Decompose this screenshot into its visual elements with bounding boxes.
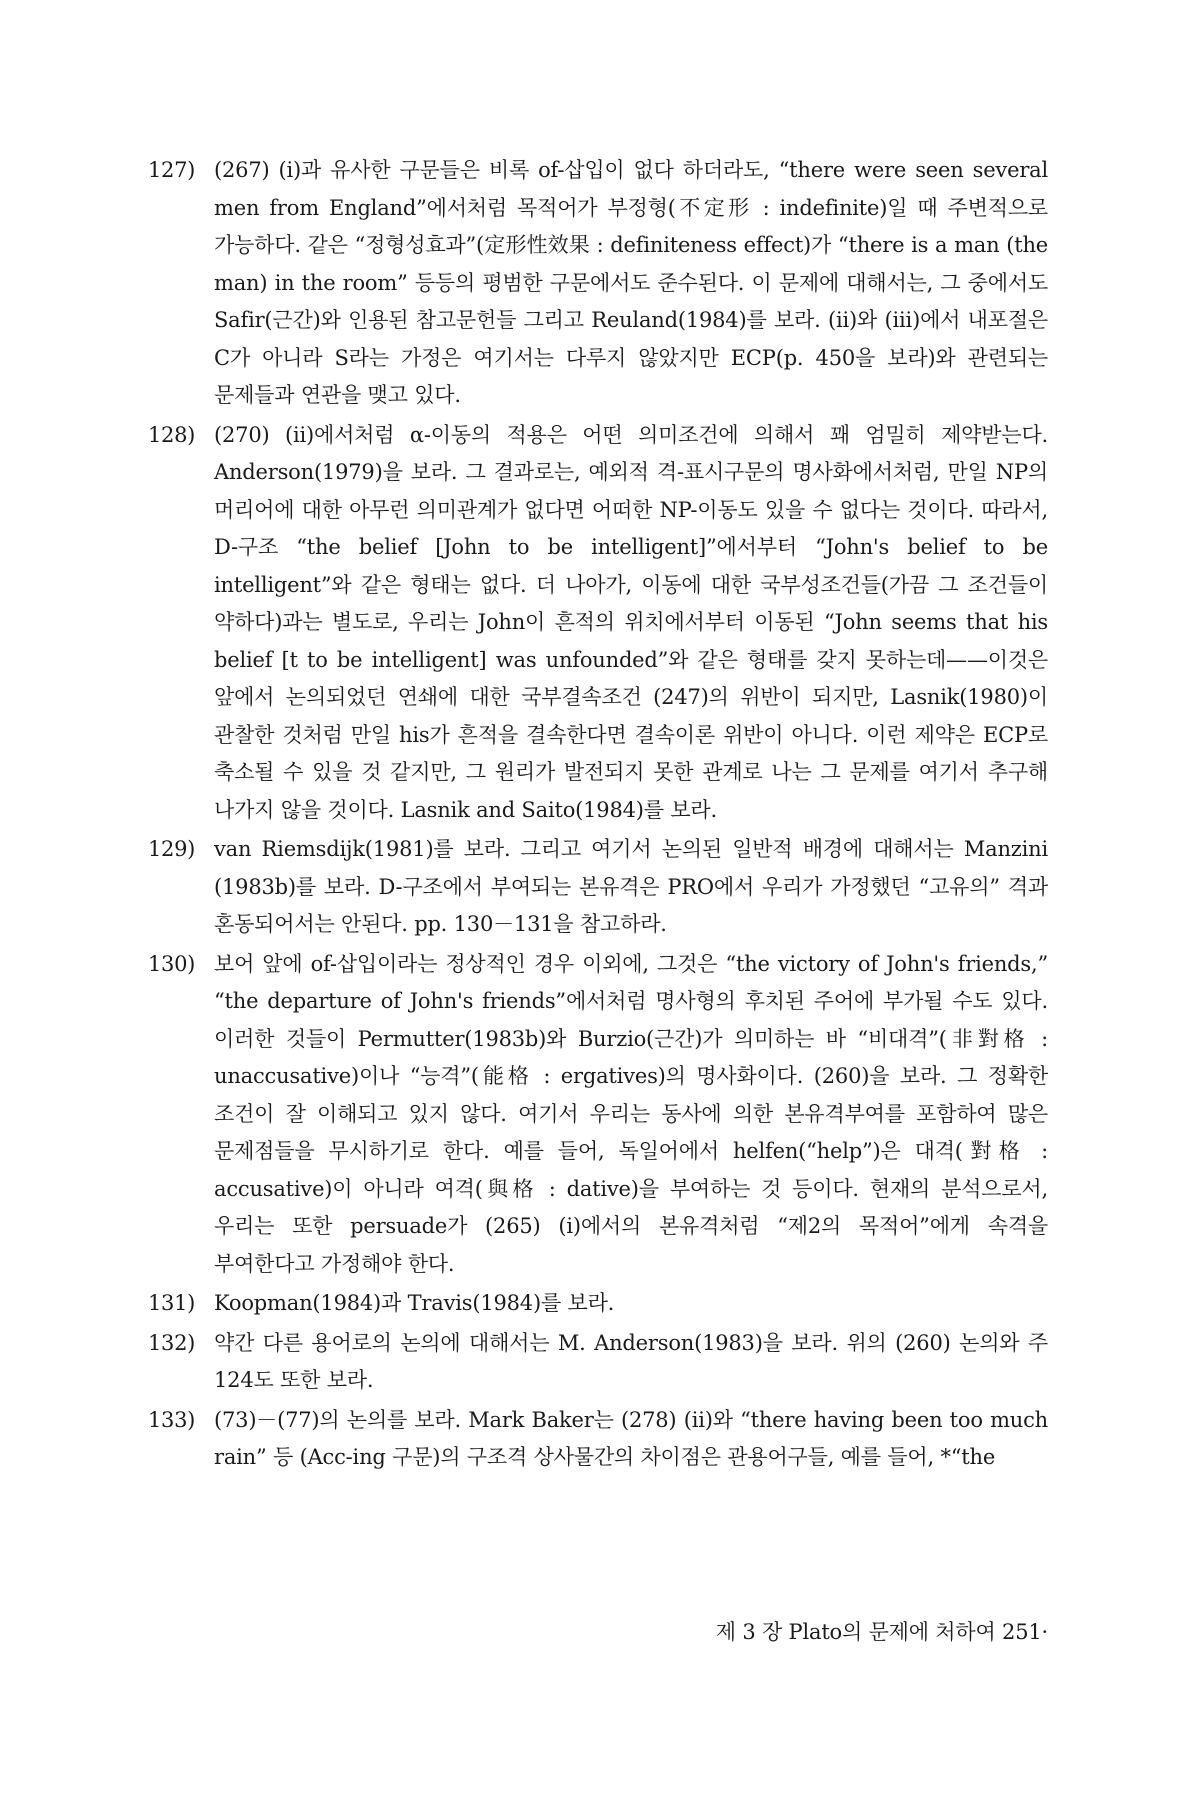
footnote-number: 127) xyxy=(148,158,196,182)
footnote-text: (73)－(77)의 논의를 보라. Mark Baker는 (278) (ii)와 “there having been too much rain” 등 (Acc-ing 구문)의 구조격 상사물간의 차이점은 관용어구들, 예를 들어, *“the xyxy=(214,1407,1048,1469)
footnote-132 xyxy=(148,1325,1048,1400)
footnote-127 xyxy=(148,152,1048,415)
footnote-130 xyxy=(148,946,1048,1284)
footnotes xyxy=(148,152,1048,1479)
footnote-text: Koopman(1984)과 Travis(1984)를 보라. xyxy=(214,1291,615,1315)
running-footer: 제 3 장 Plato의 문제에 처하여 251· xyxy=(715,1620,1048,1644)
footnote-number: 130) xyxy=(148,951,196,976)
footnote-number: 131) xyxy=(148,1291,196,1315)
footnote-number: 132) xyxy=(148,1330,196,1355)
footnote-text: van Riemsdijk(1981)를 보라. 그리고 여기서 논의된 일반적 배경에 대해서는 Manzini (1983b)를 보라. D-구조에서 부여되는 본유격은 PRO에서 우리가 가정했던 “고유의” 격과 혼동되어서는 안된다. pp. 130－131을 참고하라. xyxy=(214,837,1048,936)
footnote-number: 133) xyxy=(148,1407,196,1432)
footnote-131 xyxy=(148,1285,1048,1323)
footnote-text: 보어 앞에 of-삽입이라는 정상적인 경우 이외에, 그것은 “the victory of John's friends,” “the departure of John's friends”에서처럼 명사형의 후치된 주어에 부가될 수도 있다. 이러한 것들이 Permutter(1983b)와 Burzio(근간)가 의미하는 바 “비대격”(非對格 : unaccusative)이나 “능격”(能格 : ergatives)의 명사화이다. (260)을 보라. 그 정확한 조건이 잘 이해되고 있지 않다. 여기서 우리는 동사에 의한 본유격부여를 포함하여 많은 문제점들을 무시하기로 한다. 예를 들어, 독일어에서 helfen(“help”)은 대격(對格 : accusative)이 아니라 여격(與格 : dative)을 부여하는 것 등이다. 현재의 분석으로서, 우리는 또한 persuade가 (265) (i)에서의 본유격처럼 “제2의 목적어”에게 속격을 부여한다고 가정해야 한다. xyxy=(214,951,1048,1276)
footnote-number: 128) xyxy=(148,422,196,447)
footnote-128 xyxy=(148,417,1048,830)
footnote-129 xyxy=(148,831,1048,944)
footnote-133 xyxy=(148,1402,1048,1477)
footnote-number: 129) xyxy=(148,837,196,861)
footnote-text: 약간 다른 용어로의 논의에 대해서는 M. Anderson(1983)을 보라. 위의 (260) 논의와 주 124도 또한 보라. xyxy=(214,1330,1048,1392)
footnote-text: (267) (i)과 유사한 구문들은 비록 of-삽입이 없다 하더라도, “there were seen several men from England”에서처럼 목적어가 부정형(不定形 : indefinite)일 때 주변적으로 가능하다. 같은 “정형성효과”(定形性效果 : definiteness effect)가 “there is a man (the man) in the room” 등등의 평범한 구문에서도 준수된다. 이 문제에 대해서는, 그 중에서도 Safir(근간)와 인용된 참고문헌들 그리고 Reuland(1984)를 보라. (ii)와 (iii)에서 내포절은 C가 아니라 S라는 가정은 여기서는 다루지 않았지만 ECP(p. 450을 보라)와 관련되는 문제들과 연관을 맺고 있다. xyxy=(214,158,1048,407)
footnote-text: (270) (ii)에서처럼 α-이동의 적용은 어떤 의미조건에 의해서 꽤 엄밀히 제약받는다. Anderson(1979)을 보라. 그 결과로는, 예외적 격-표시구문의 명사화에서처럼, 만일 NP의 머리어에 대한 아무런 의미관계가 없다면 어떠한 NP-이동도 있을 수 없다는 것이다. 따라서, D-구조 “the belief [John to be intelligent]”에서부터 “John's belief to be intelligent”와 같은 형태는 없다. 더 나아가, 이동에 대한 국부성조건들(가끔 그 조건들이 약하다)과는 별도로, 우리는 John이 흔적의 위치에서부터 이동된 “John seems that his belief [t to be intelligent] was unfounded”와 같은 형태를 갖지 못하는데——이것은 앞에서 논의되었던 연쇄에 대한 국부결속조건 (247)의 위반이 되지만, Lasnik(1980)이 관찰한 것처럼 만일 his가 흔적을 결속한다면 결속이론 위반이 아니다. 이런 제약은 ECP로 축소될 수 있을 것 같지만, 그 원리가 발전되지 못한 관계로 나는 그 문제를 여기서 추구해 나가지 않을 것이다. Lasnik and Saito(1984)를 보라. xyxy=(214,422,1048,822)
